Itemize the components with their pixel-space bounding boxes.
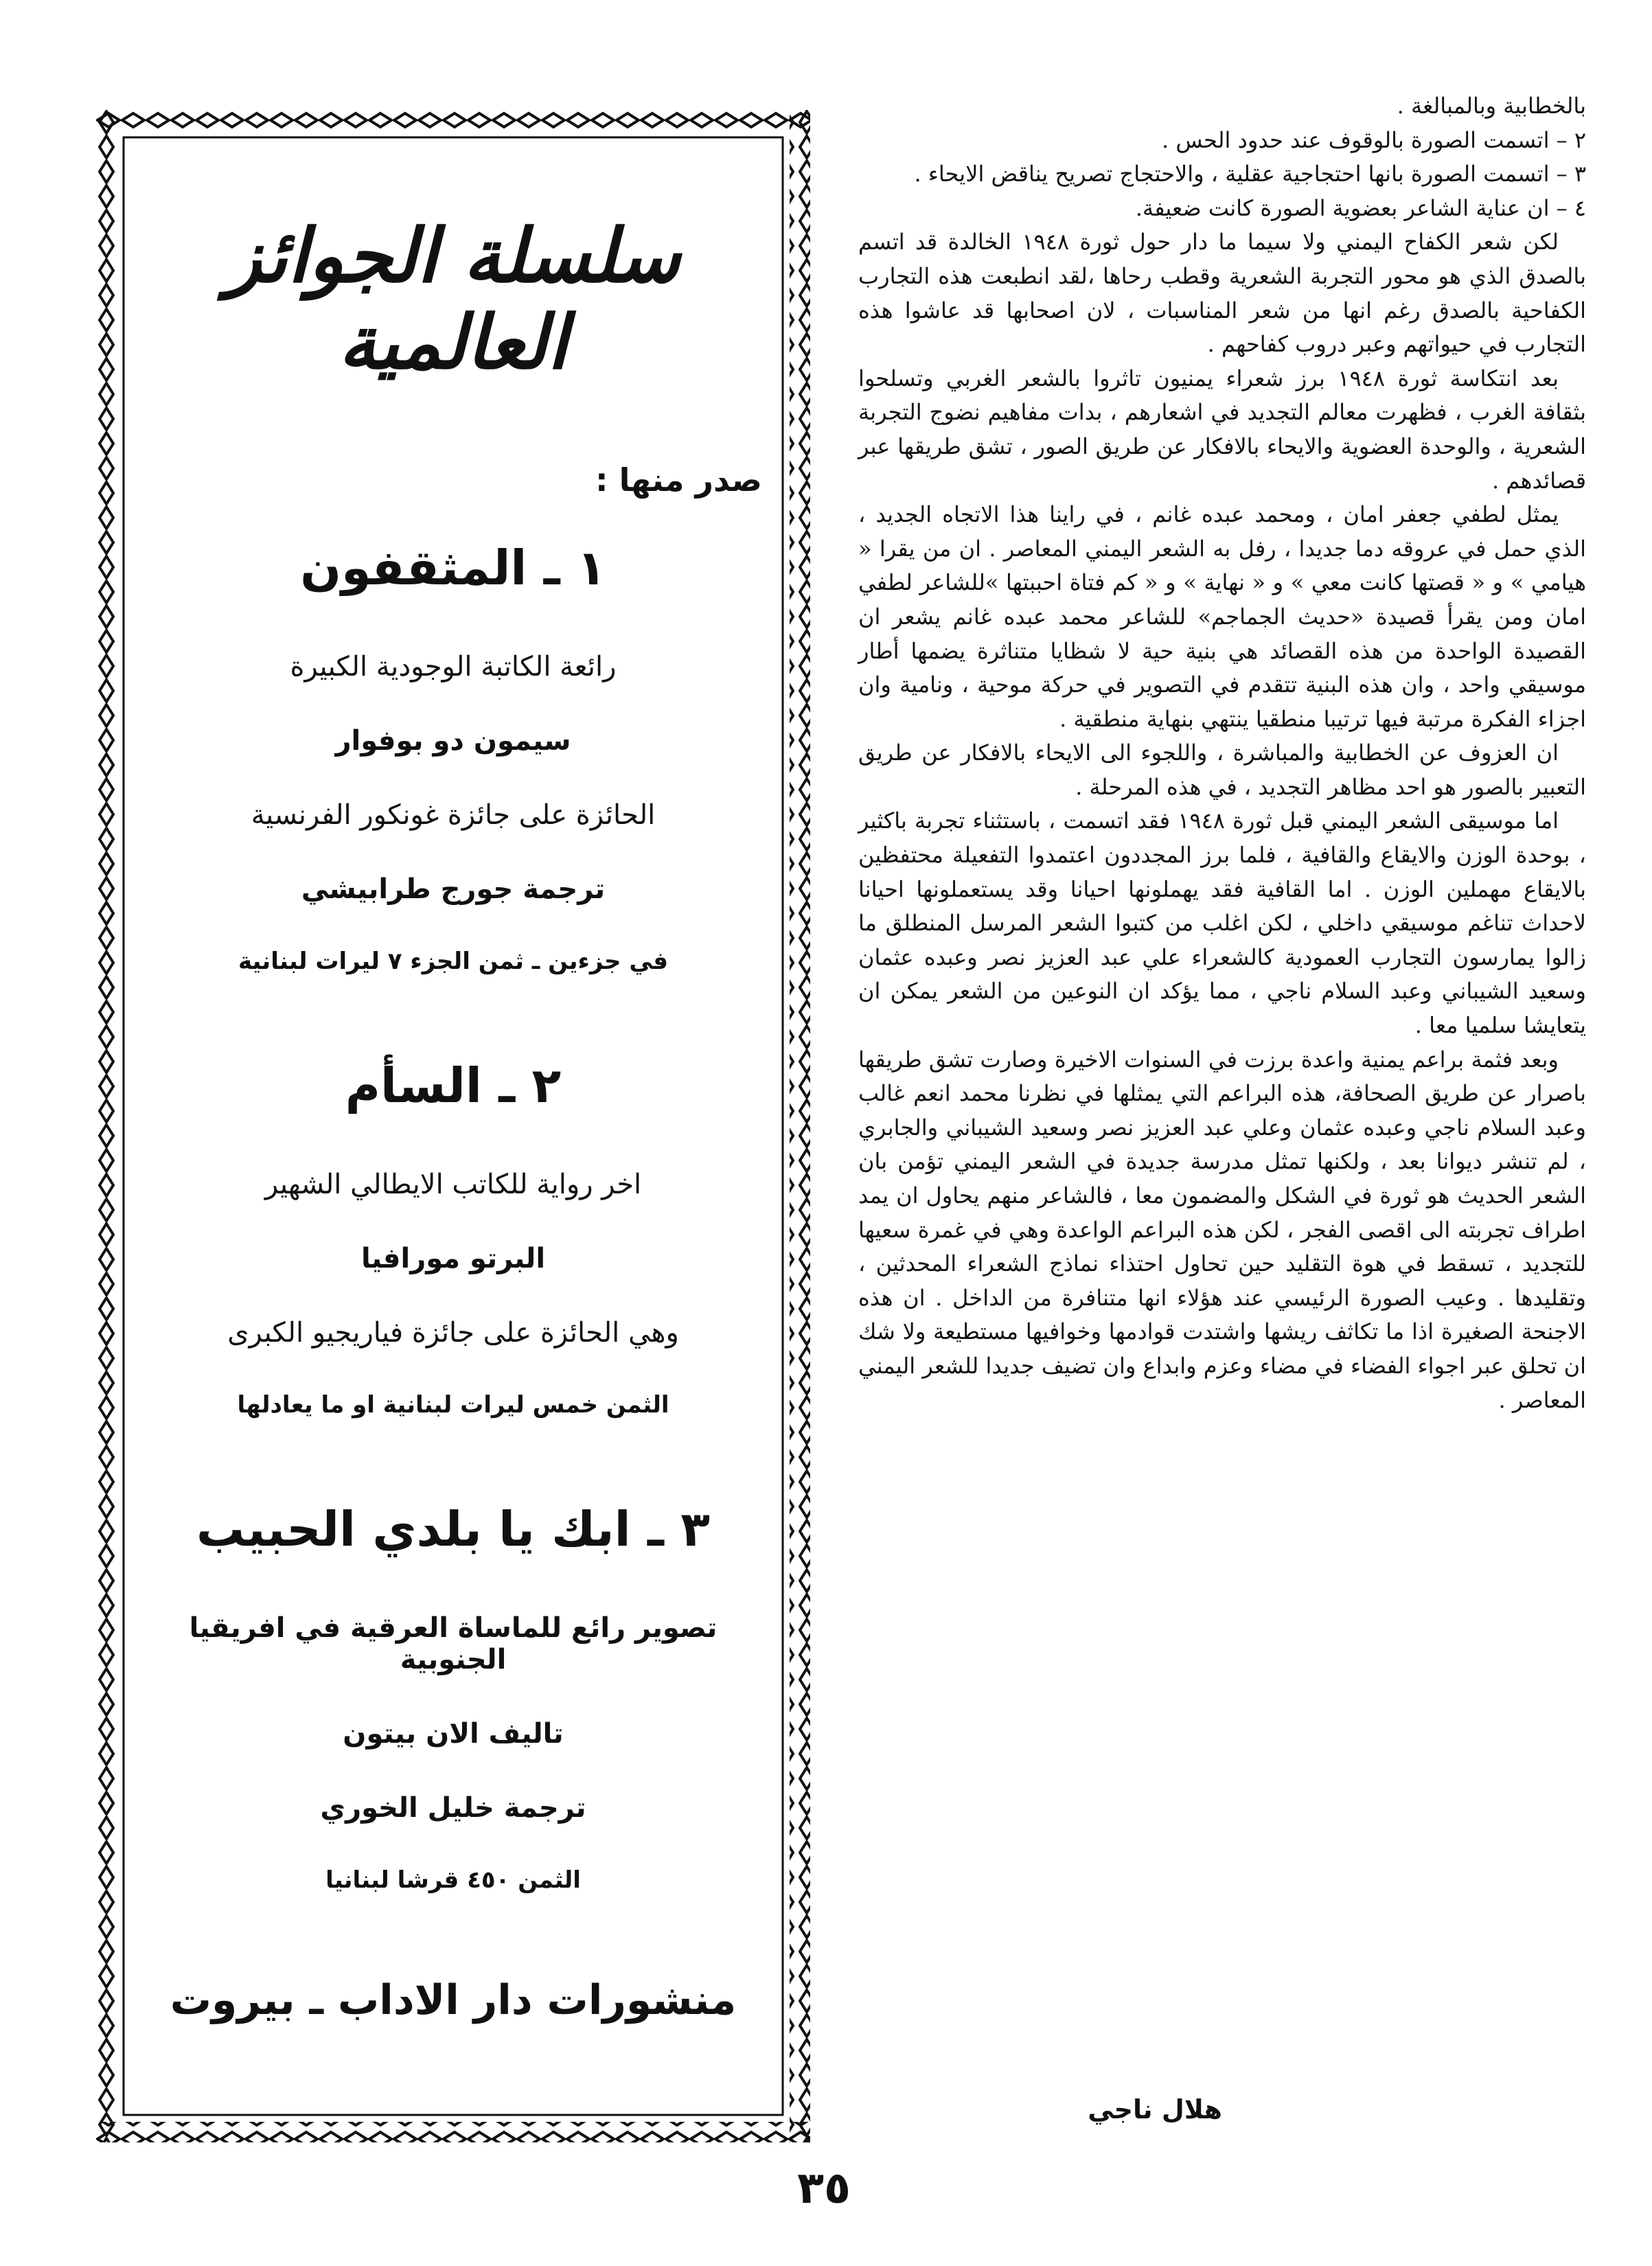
advertisement-box xyxy=(96,110,810,2142)
book-entry xyxy=(144,540,762,975)
book-description: اخر رواية للكاتب الايطالي الشهير xyxy=(264,1169,642,1200)
article-list-item: ٢ – اتسمت الصورة بالوقوف عند حدود الحس . xyxy=(1162,126,1586,153)
book-price: الثمن خمس ليرات لبنانية او ما يعادلها xyxy=(237,1391,669,1419)
article-paragraph: يمثل لطفي جعفر امان ، ومحمد عبده غانم ، في راينا هذا الاتجاه الجديد ، الذي حمل في عروقه دما جديدا ، رفل به الشعر اليمني المعاصر . ان من يقرا « هيامي » و « قصتها كانت معي » و « نهاية » و « كم فتاة احببتها »للشاعر لطفي امان ومن يقرأ قصيدة «حديث الجماجم» للشاعر محمد عبده غانم يشعر ان القصيدة الواحدة من هذه القصائد هي بنية حية لا شظايا متناثرة يضمها أطار موسيقي واحد ، وان هذه البنية تتقدم في التصوير في حركة موحية ، ونامية وان اجزاء الفكرة مرتبة فيها ترتيبا منطقيا ينتهي بنهاية منطقية . xyxy=(858,501,1586,732)
article-list-item: ٤ – ان عناية الشاعر بعضوية الصورة كانت ضعيفة. xyxy=(1135,194,1586,221)
article-list-item: بالخطابية وبالمبالغة . xyxy=(1397,93,1586,119)
book-author: سيمون دو بوفوار xyxy=(335,725,571,757)
book-price: في جزءين ـ ثمن الجزء ٧ ليرات لبنانية xyxy=(238,948,669,975)
article-paragraph: بعد انتكاسة ثورة ١٩٤٨ برز شعراء يمنيون تاثروا بالشعر الغربي وتسلحوا بثقافة الغرب ، فظهرت معالم التجديد في اشعارهم ، بدات مفاهيم نضوج التجربة الشعرية ، والوحدة العضوية والايحاء بالافكار عن طريق الصور ، تشق طريقها عبر قصائدهم . xyxy=(858,365,1586,494)
book-description: رائعة الكاتبة الوجودية الكبيرة xyxy=(290,651,617,683)
book-entry xyxy=(144,1057,762,1419)
series-title: سلسلة الجوائز العالمية xyxy=(226,213,680,386)
published-subhead: صدر منها : xyxy=(595,461,762,499)
advertisement-content xyxy=(144,213,762,2108)
publisher-footer: منشورات دار الاداب ـ بيروت xyxy=(170,1976,737,2024)
book-author: تاليف الان بيتون xyxy=(343,1718,564,1750)
article-paragraph: ان العزوف عن الخطابية والمباشرة ، واللجوء الى الايحاء بالافكار عن طريق التعبير بالصور هو احد مظاهر التجديد ، في هذه المرحلة . xyxy=(858,740,1586,800)
page-number: ٣٥ xyxy=(796,2163,851,2214)
book-award: الحائزة على جائزة غونكور الفرنسية xyxy=(251,799,656,831)
book-translator: ترجمة جورج طرابيشي xyxy=(301,873,606,905)
article-paragraph: لكن شعر الكفاح اليمني ولا سيما ما دار حول ثورة ١٩٤٨ الخالدة قد اتسم بالصدق الذي هو محور التجربة الشعرية وقطب رحاها ،لقد انطبعت هذه التجارب الكفاحية بالصدق رغم انها من شعر المناسبات ، لان اصحابها قد عاشوا هذه التجارب في حيواتهم وعبر دروب كفاحهم . xyxy=(858,229,1586,358)
book-author: البرتو مورافيا xyxy=(360,1243,546,1274)
book-title: ١ ـ المثقفون xyxy=(300,540,606,596)
book-title: ٣ ـ ابك يا بلدي الحبيب xyxy=(196,1501,710,1557)
book-translator: ترجمة خليل الخوري xyxy=(320,1792,586,1824)
article-paragraph: وبعد فثمة براعم يمنية واعدة برزت في السنوات الاخيرة وصارت تشق طريقها باصرار عن طريق الصحافة، هذه البراعم التي يمثلها في نظرنا محمد انعم غالب وعبد السلام ناجي وعبده عثمان وعلي عبد العزيز نصر وسعيد الشيباني والجابري ، لم تنشر ديوانا بعد ، ولكنها تمثل مدرسة جديدة في الشعر اليمني تؤمن بان الشعر الحديث هو ثورة في الشكل والمضمون معا ، فالشاعر منهم يحاول ان يمد اطراف تجربته الى اقصى الفجر ، لكن هذه البراعم الواعدة وهي في غمرة سعيها للتجديد ، تسقط في هوة التقليد حين تحاول احتذاء نماذج الشعراء المحدثين ، وتقليدها . وعيب الصورة الرئيسي عند هؤلاء انها متنافرة من الداخل . ان هذه الاجنحة الصغيرة اذا ما تكاثف ريشها واشتدت قوادمها وخوافيها مستطيعة ولا شك ان تحلق عبر اجواء الفضاء في مضاء وعزم وابداع وان تضيف جديدا للشعر اليمني المعاصر . xyxy=(858,1046,1587,1413)
book-price: الثمن ٤٥٠ قرشا لبنانيا xyxy=(325,1866,581,1894)
author-signature: هلال ناجي xyxy=(1088,2094,1222,2125)
book-description: تصوير رائع للماساة العرقية في افريقيا الجنوبية xyxy=(189,1612,718,1675)
article-paragraph: اما موسيقى الشعر اليمني قبل ثورة ١٩٤٨ فقد اتسمت ، باستثناء تجربة باكثير ، بوحدة الوزن والايقاع والقافية ، فلما برز المجددون اعتمدوا التفعيلة محتفظين بالايقاع مهملين الوزن . اما القافية فقد يهملونها احيانا وقد يستعملونها احيانا لاحداث تناغم موسيقي داخلي ، لكن اغلب من كتبوا الشعر المرسل المنطلق ما زالوا يمارسون التجارب العمودية كالشعراء علي عبد العزيز نصر وعبده عثمان وسعيد الشيباني وعبد السلام ناجي ، مما يؤكد ان النوعين من الشعر يمكن ان يتعايشا سلميا معا . xyxy=(858,808,1586,1039)
book-award: وهي الحائزة على جائزة فياريجيو الكبرى xyxy=(227,1317,679,1349)
article-list-item: ٣ – اتسمت الصورة بانها احتجاجية عقلية ، والاحتجاج تصريح يناقض الايحاء . xyxy=(914,161,1586,187)
book-entry xyxy=(144,1501,762,1894)
book-title: ٢ ـ السأم xyxy=(345,1057,562,1114)
article-column xyxy=(858,89,1586,1417)
